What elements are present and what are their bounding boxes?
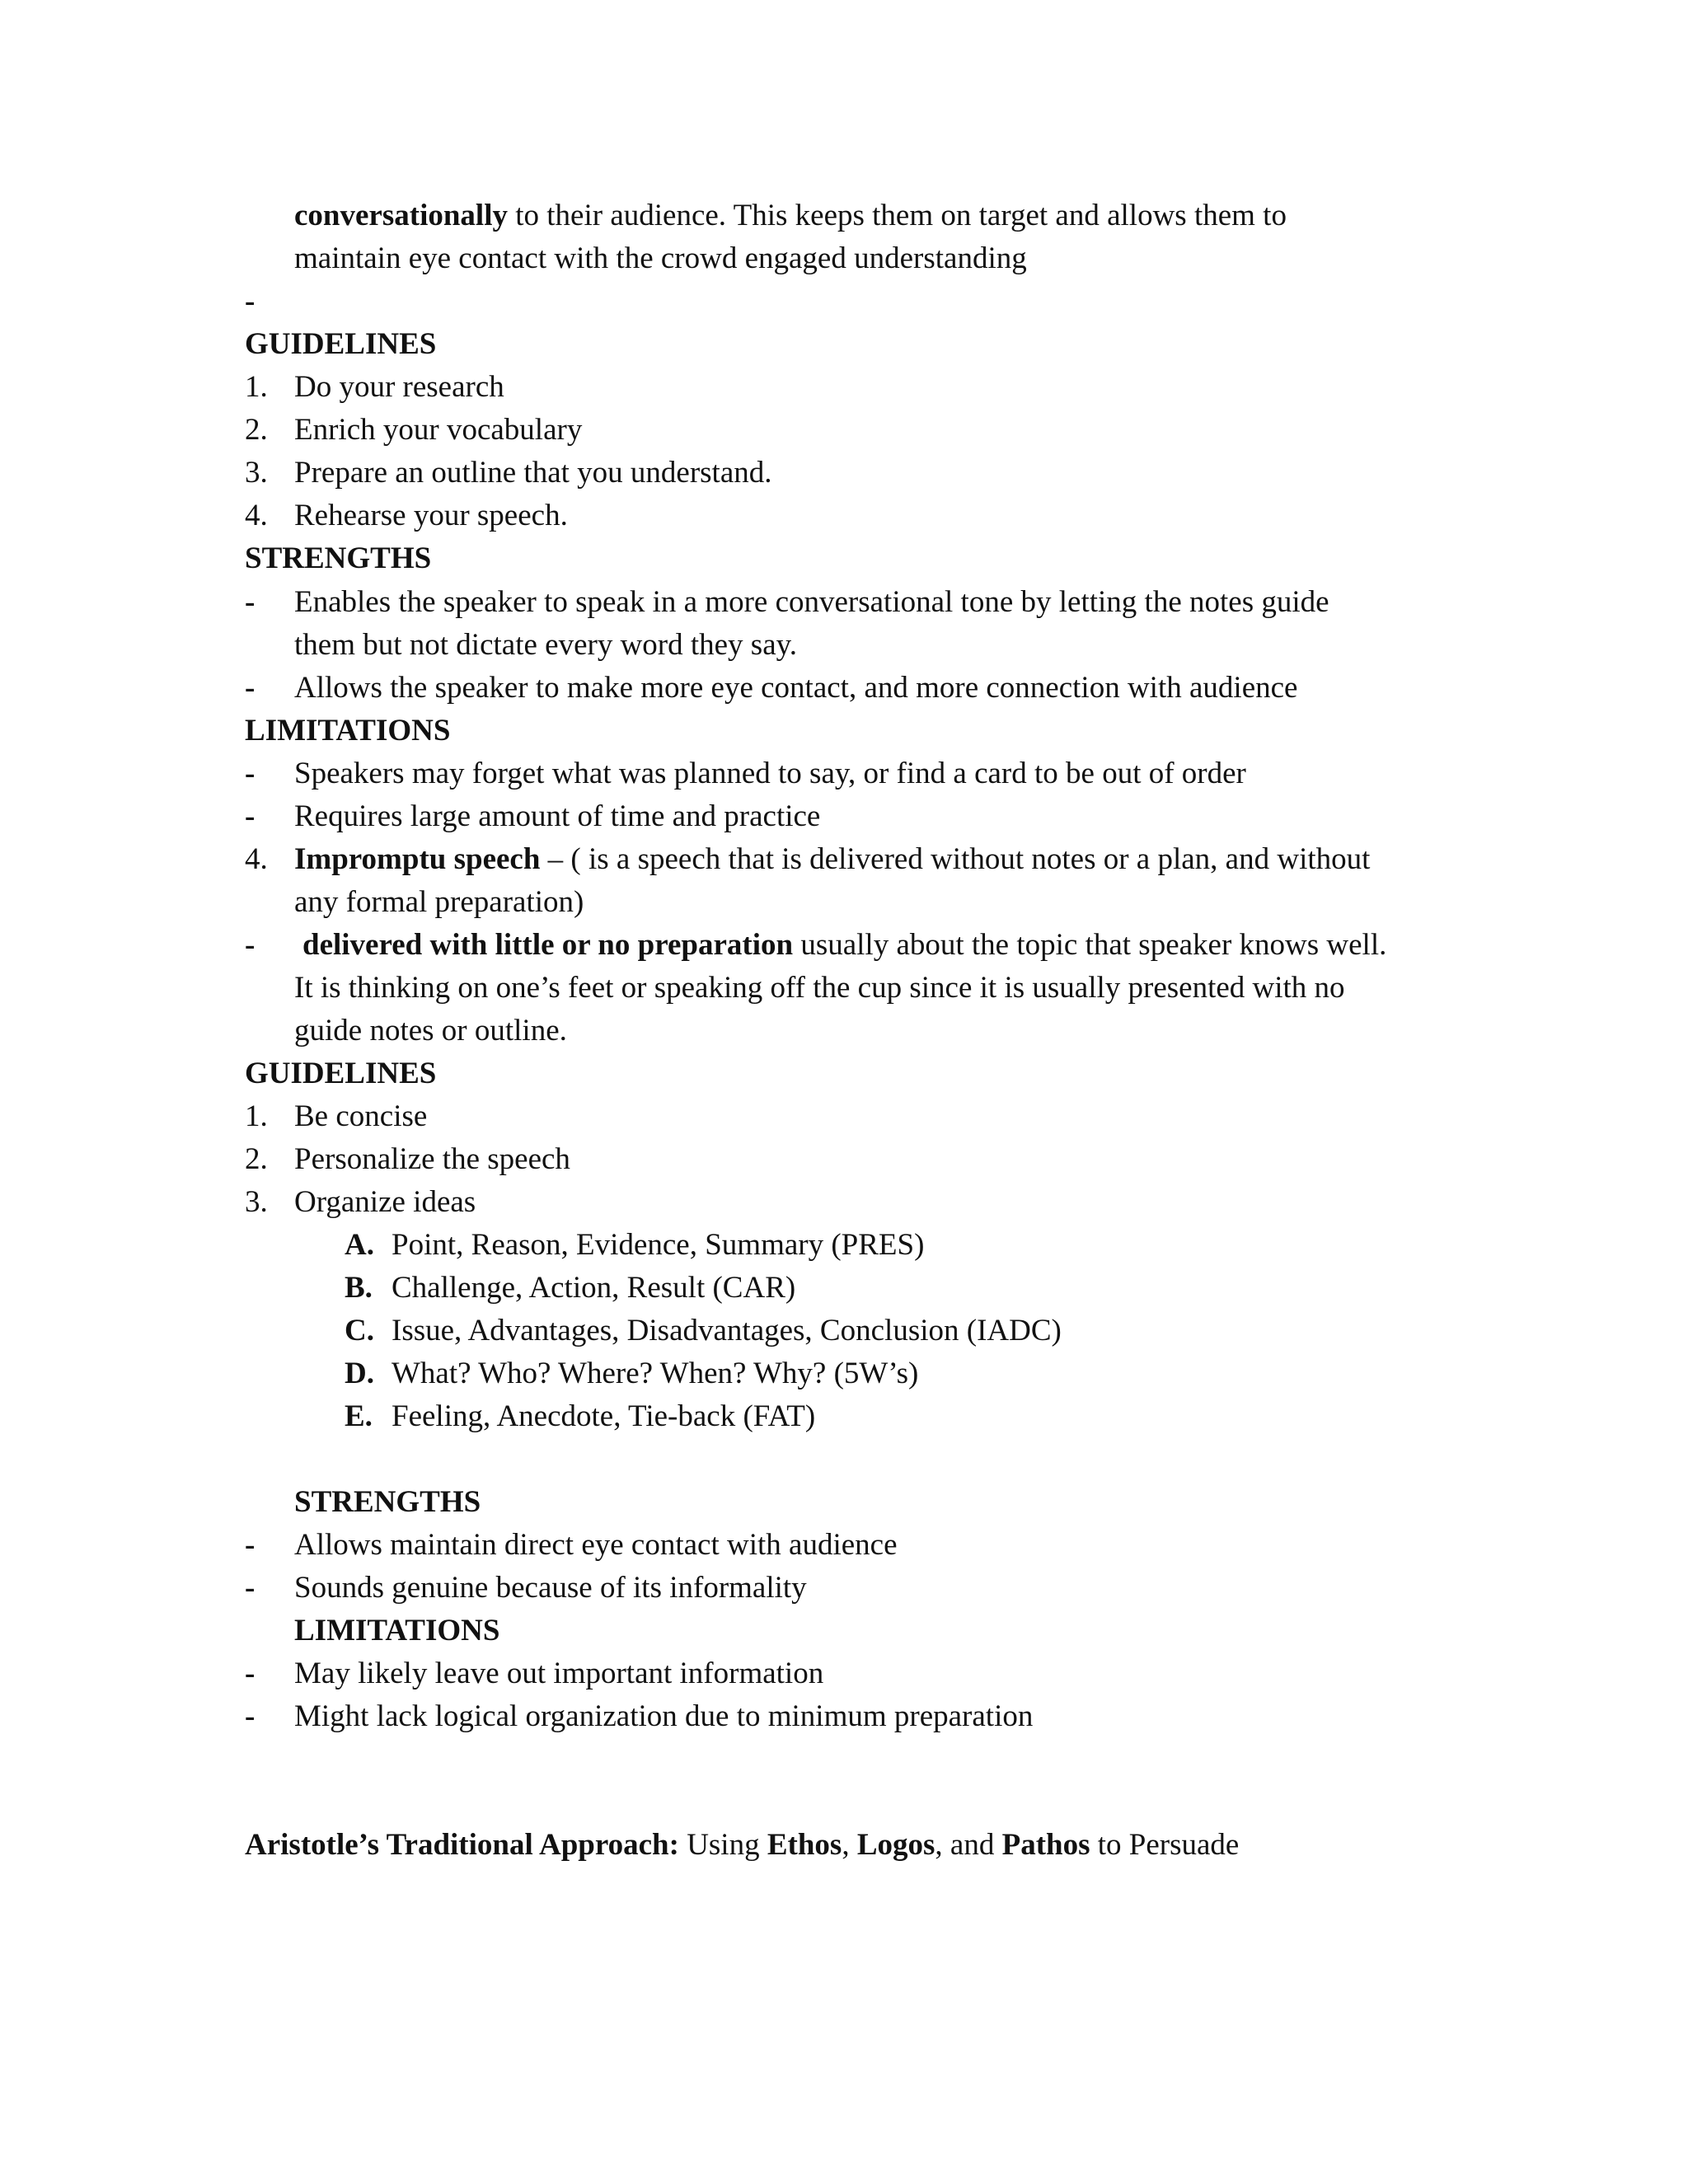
impromptu-desc-line-3: guide notes or outline.: [294, 1014, 567, 1047]
strengths-heading-2: STRENGTHS: [294, 1485, 481, 1519]
guideline-item: Prepare an outline that you understand.: [294, 456, 772, 490]
bullet-dash: -: [245, 1528, 256, 1562]
strength-item: Allows maintain direct eye contact with audience: [294, 1528, 898, 1562]
guideline-number: 1.: [245, 1099, 268, 1133]
bullet-dash: -: [245, 671, 256, 705]
sub-item-letter: A.: [345, 1228, 374, 1262]
bullet-dash: -: [245, 1699, 256, 1733]
strength-item-line-1: Enables the speaker to speak in a more conversational tone by letting the notes guide: [294, 585, 1329, 619]
strength-item: Sounds genuine because of its informality: [294, 1571, 807, 1605]
guideline-number: 2.: [245, 1142, 268, 1176]
limitation-item: May likely leave out important information: [294, 1657, 824, 1690]
aristotle-line: [245, 1824, 1239, 1867]
guideline-number: 4.: [245, 499, 268, 532]
intro-line-2: maintain eye contact with the crowd engaged understanding: [294, 241, 1027, 275]
bullet-dash: -: [245, 757, 256, 790]
strengths-heading-1: STRENGTHS: [245, 541, 432, 575]
impromptu-line-1-rest: – ( is a speech that is delivered without notes or a plan, and without: [540, 842, 1371, 876]
bullet-dash: -: [245, 928, 256, 962]
aristotle-using: Using: [678, 1828, 767, 1862]
bullet-dash: -: [245, 1571, 256, 1605]
guideline-number: 1.: [245, 370, 268, 404]
bullet-dash: -: [245, 585, 256, 619]
intro-dash: -: [245, 284, 256, 318]
sub-item-text: What? Who? Where? When? Why? (5W’s): [392, 1357, 919, 1390]
guideline-number: 3.: [245, 456, 268, 490]
impromptu-desc-line-1: [302, 924, 1386, 967]
sub-item-letter: C.: [345, 1314, 374, 1347]
strength-item-line-2: them but not dictate every word they say.: [294, 628, 797, 662]
sub-item-text: Feeling, Anecdote, Tie-back (FAT): [392, 1399, 816, 1433]
intro-bold-word: conversationally: [294, 199, 508, 232]
impromptu-desc-line-2: It is thinking on one’s feet or speaking off the cup since it is usually presented with no: [294, 971, 1345, 1005]
sub-item-letter: E.: [345, 1399, 373, 1433]
impromptu-line-2: any formal preparation): [294, 885, 584, 919]
logos-term: Logos: [856, 1828, 935, 1862]
guideline-item: Rehearse your speech.: [294, 499, 568, 532]
guidelines-heading-2: GUIDELINES: [245, 1057, 437, 1090]
impromptu-desc-rest: usually about the topic that speaker knows well.: [793, 928, 1387, 962]
guideline-item: Enrich your vocabulary: [294, 413, 583, 447]
guideline-item: Do your research: [294, 370, 504, 404]
intro-line-1-rest: to their audience. This keeps them on target and allows them to: [507, 199, 1287, 232]
limitation-item: Might lack logical organization due to minimum preparation: [294, 1699, 1034, 1733]
sub-item-text: Issue, Advantages, Disadvantages, Conclusion (IADC): [392, 1314, 1062, 1347]
aristotle-and: , and: [935, 1828, 1002, 1862]
impromptu-desc-bold: delivered with little or no preparation: [302, 928, 794, 962]
sub-item-letter: D.: [345, 1357, 374, 1390]
limitations-heading-1: LIMITATIONS: [245, 714, 451, 748]
guideline-item: Organize ideas: [294, 1185, 476, 1219]
sub-item-text: Challenge, Action, Result (CAR): [392, 1271, 796, 1305]
strength-item: Allows the speaker to make more eye contact, and more connection with audience: [294, 671, 1298, 705]
intro-line-1: [294, 194, 1287, 237]
guideline-number: 3.: [245, 1185, 268, 1219]
guidelines-heading-1: GUIDELINES: [245, 327, 437, 361]
guideline-number: 2.: [245, 413, 268, 447]
aristotle-comma: ,: [842, 1828, 857, 1862]
aristotle-lead: Aristotle’s Traditional Approach:: [245, 1828, 679, 1862]
limitation-item: Requires large amount of time and practice: [294, 799, 821, 833]
bullet-dash: -: [245, 1657, 256, 1690]
limitations-heading-2: LIMITATIONS: [294, 1614, 500, 1647]
pathos-term: Pathos: [1001, 1828, 1090, 1862]
guideline-item: Personalize the speech: [294, 1142, 570, 1176]
impromptu-title: Impromptu speech: [294, 842, 541, 876]
sub-item-letter: B.: [345, 1271, 373, 1305]
limitation-item: Speakers may forget what was planned to say, or find a card to be out of order: [294, 757, 1246, 790]
impromptu-line-1: [294, 838, 1370, 881]
sub-item-text: Point, Reason, Evidence, Summary (PRES): [392, 1228, 925, 1262]
bullet-dash: -: [245, 799, 256, 833]
aristotle-tail: to Persuade: [1090, 1828, 1240, 1862]
ethos-term: Ethos: [767, 1828, 842, 1862]
impromptu-number: 4.: [245, 842, 268, 876]
guideline-item: Be concise: [294, 1099, 428, 1133]
